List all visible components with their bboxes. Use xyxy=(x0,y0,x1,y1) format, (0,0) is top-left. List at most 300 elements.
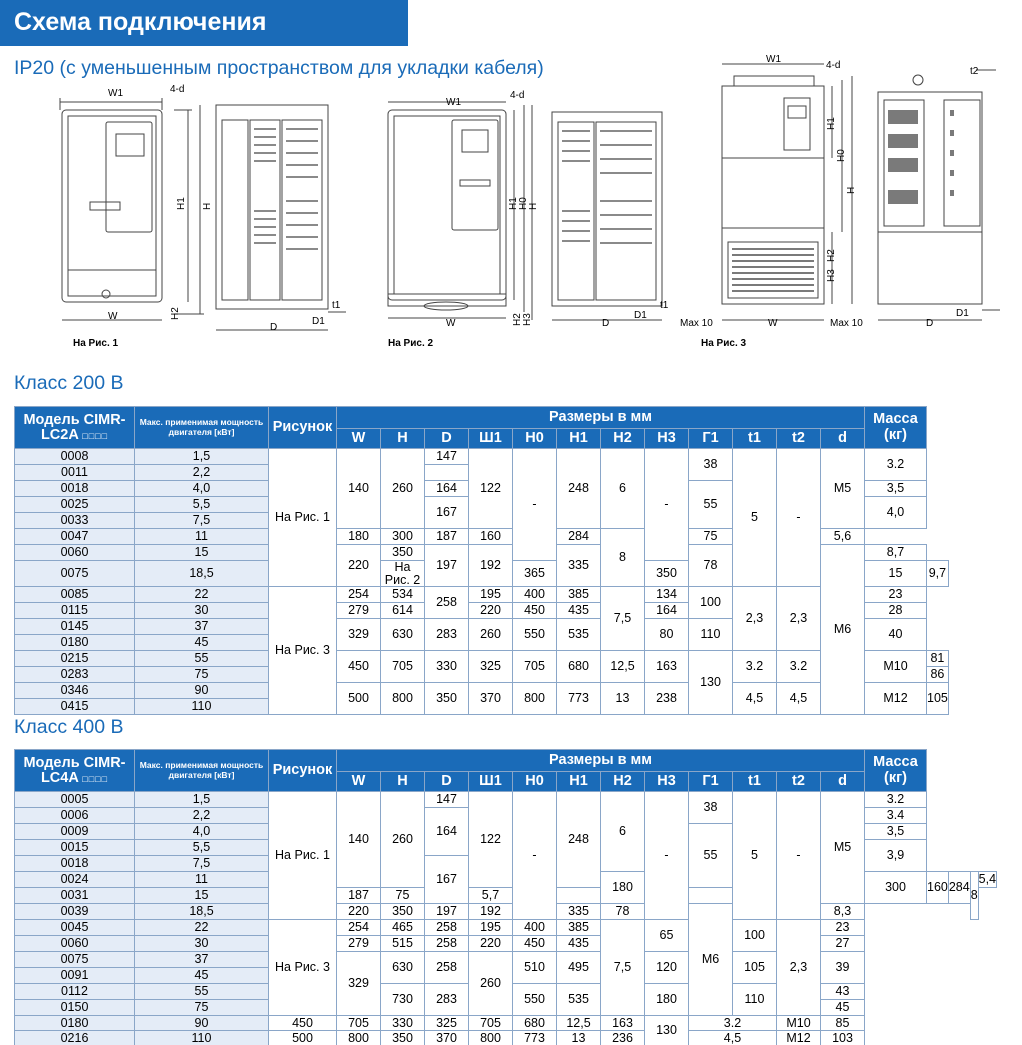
power-cell: 18,5 xyxy=(135,561,269,587)
spec-cell: 75 xyxy=(689,529,733,545)
spec-cell: 80 xyxy=(645,619,689,651)
spec-cell: 3.2 xyxy=(733,651,777,683)
fig3-label-w1: W1 xyxy=(766,54,781,65)
spec-cell: 8,3 xyxy=(821,904,865,920)
power-cell: 90 xyxy=(135,683,269,699)
spec-cell: - xyxy=(645,449,689,561)
spec-cell: 7,5 xyxy=(601,920,645,1016)
power-cell: 90 xyxy=(135,1016,269,1031)
power-cell: 2,2 xyxy=(135,808,269,824)
fig1-label-h2: H2 xyxy=(170,307,181,320)
col-g1: Г1 xyxy=(689,772,733,792)
fig3-label-max10b: Max 10 xyxy=(830,318,863,329)
fig3-label-d1: D1 xyxy=(956,308,969,319)
header-dims: Размеры в мм xyxy=(337,750,865,772)
spec-cell: 258 xyxy=(425,936,469,952)
spec-cell: 197 xyxy=(425,545,469,587)
spec-cell: 220 xyxy=(337,545,381,587)
spec-cell: 187 xyxy=(337,888,381,904)
col-g1: Г1 xyxy=(689,429,733,449)
power-cell: 18,5 xyxy=(135,904,269,920)
fig1-label-4d: 4-d xyxy=(170,84,185,95)
spec-cell: 2,3 xyxy=(777,587,821,651)
spec-cell: 8,7 xyxy=(865,545,927,561)
table-row xyxy=(15,1016,997,1031)
spec-cell: 192 xyxy=(469,904,513,920)
col-h2: H2 xyxy=(601,772,645,792)
spec-cell: 110 xyxy=(733,984,777,1016)
col-h: H xyxy=(381,429,425,449)
section-banner xyxy=(0,0,408,46)
spec-cell: M12 xyxy=(865,683,927,715)
class-200-table xyxy=(14,406,949,715)
spec-cell: 385 xyxy=(557,920,601,936)
fig3-label-h0: H0 xyxy=(836,149,847,162)
power-cell: 22 xyxy=(135,920,269,936)
spec-cell: 3,5 xyxy=(865,481,927,497)
spec-cell: 2,3 xyxy=(777,920,821,1016)
col-h1: H1 xyxy=(557,772,601,792)
fig2-label-t1: t1 xyxy=(660,300,669,311)
spec-cell: 705 xyxy=(513,651,557,683)
section-title: Схема подключения xyxy=(14,8,267,36)
model-cell: 0009 xyxy=(15,824,135,840)
power-cell: 4,0 xyxy=(135,481,269,497)
spec-cell: 81 xyxy=(927,651,949,667)
spec-cell: 258 xyxy=(425,920,469,936)
spec-cell: 350 xyxy=(381,904,425,920)
spec-cell: 160 xyxy=(927,872,949,904)
spec-cell: 39 xyxy=(821,952,865,984)
model-cell: 0060 xyxy=(15,545,135,561)
spec-cell: На Рис. 3 xyxy=(269,587,337,715)
spec-cell: 140 xyxy=(337,792,381,888)
power-cell: 1,5 xyxy=(135,792,269,808)
spec-cell: 163 xyxy=(601,1016,645,1031)
power-cell: 37 xyxy=(135,952,269,968)
spec-cell: 238 xyxy=(645,683,689,715)
spec-cell: 510 xyxy=(513,952,557,984)
power-cell: 110 xyxy=(135,1031,269,1045)
spec-cell: 260 xyxy=(469,619,513,651)
col-d-bolt: d xyxy=(821,429,865,449)
power-cell: 37 xyxy=(135,619,269,635)
model-cell: 0085 xyxy=(15,587,135,603)
spec-cell: M5 xyxy=(821,792,865,904)
spec-cell: 535 xyxy=(557,984,601,1016)
fig3-label-h: H xyxy=(846,186,857,194)
header-model: Модель CIMR-LC2A □□□□ xyxy=(15,407,135,449)
spec-cell: M5 xyxy=(821,449,865,529)
fig2-label-d1: D1 xyxy=(634,310,647,321)
fig1-label-w1: W1 xyxy=(108,88,123,99)
spec-cell: 236 xyxy=(601,1031,645,1045)
fig2-label-h2: H2 xyxy=(512,313,523,326)
model-cell: 0005 xyxy=(15,792,135,808)
spec-cell: 78 xyxy=(689,545,733,587)
spec-cell: 800 xyxy=(381,683,425,715)
spec-cell: 5 xyxy=(733,792,777,920)
spec-cell: 260 xyxy=(381,792,425,888)
table-row xyxy=(15,936,997,952)
model-cell: 0045 xyxy=(15,920,135,936)
spec-cell: 75 xyxy=(381,888,425,904)
col-h3: H3 xyxy=(645,772,689,792)
spec-cell: M10 xyxy=(865,651,927,683)
spec-cell: 195 xyxy=(469,587,513,603)
spec-cell: 85 xyxy=(821,1016,865,1031)
spec-cell: - xyxy=(777,792,821,920)
power-cell: 11 xyxy=(135,529,269,545)
spec-cell: 283 xyxy=(425,984,469,1016)
spec-cell: 164 xyxy=(425,481,469,497)
spec-cell: M12 xyxy=(777,1031,821,1045)
spec-cell: 258 xyxy=(425,587,469,619)
spec-cell: 9,7 xyxy=(927,561,949,587)
spec-cell: 160 xyxy=(469,529,513,545)
header-power: Макс. применимая мощность двигателя [кВт] xyxy=(135,407,269,449)
spec-cell: 385 xyxy=(557,587,601,603)
power-cell: 55 xyxy=(135,651,269,667)
power-cell: 5,5 xyxy=(135,497,269,513)
spec-cell: 279 xyxy=(337,603,381,619)
spec-cell: 800 xyxy=(337,1031,381,1045)
spec-cell: 284 xyxy=(557,529,601,545)
model-cell: 0180 xyxy=(15,1016,135,1031)
model-cell: 0018 xyxy=(15,481,135,497)
spec-cell: 350 xyxy=(645,561,689,587)
model-cell: 0031 xyxy=(15,888,135,904)
table-row xyxy=(15,952,997,968)
spec-cell: 370 xyxy=(425,1031,469,1045)
spec-cell: 450 xyxy=(337,651,381,683)
spec-cell: 180 xyxy=(337,529,381,545)
spec-cell: 630 xyxy=(381,619,425,651)
spec-cell: 3.2 xyxy=(865,792,927,808)
spec-cell: 164 xyxy=(425,808,469,856)
model-cell: 0018 xyxy=(15,856,135,872)
spec-cell: 450 xyxy=(269,1016,337,1031)
spec-cell: 3,5 xyxy=(865,824,927,840)
spec-cell: 122 xyxy=(469,792,513,888)
power-cell: 45 xyxy=(135,635,269,651)
spec-cell: 4,5 xyxy=(733,683,777,715)
spec-cell: 122 xyxy=(469,449,513,529)
spec-cell: На Рис. 1 xyxy=(269,449,337,587)
spec-cell: 330 xyxy=(381,1016,425,1031)
model-cell: 0075 xyxy=(15,561,135,587)
power-cell: 30 xyxy=(135,936,269,952)
spec-cell: 28 xyxy=(865,603,927,619)
power-cell: 4,0 xyxy=(135,824,269,840)
spec-cell: 86 xyxy=(927,667,949,683)
power-cell: 15 xyxy=(135,545,269,561)
spec-cell: 495 xyxy=(557,952,601,984)
power-cell: 15 xyxy=(135,888,269,904)
spec-cell: 705 xyxy=(337,1016,381,1031)
spec-cell: 329 xyxy=(337,952,381,1016)
power-cell: 110 xyxy=(135,699,269,715)
spec-cell: 38 xyxy=(689,792,733,824)
spec-cell: 164 xyxy=(645,603,689,619)
spec-cell: 23 xyxy=(865,587,927,603)
spec-cell: 465 xyxy=(381,920,425,936)
power-cell: 55 xyxy=(135,984,269,1000)
spec-cell: 329 xyxy=(337,619,381,651)
spec-cell: 350 xyxy=(425,683,469,715)
table-row xyxy=(15,1031,997,1045)
spec-cell: 350 xyxy=(381,545,425,561)
spec-cell: 12,5 xyxy=(601,651,645,683)
col-w: W xyxy=(337,429,381,449)
spec-cell: 365 xyxy=(513,561,557,587)
col-d-bolt: d xyxy=(821,772,865,792)
spec-cell: 3.2 xyxy=(689,1016,777,1031)
spec-cell: 450 xyxy=(513,603,557,619)
fig1-label-h: H xyxy=(202,202,213,210)
spec-cell: 120 xyxy=(645,952,689,984)
fig3-label-h1: H1 xyxy=(826,117,837,130)
fig1-label-d: D xyxy=(270,322,278,333)
col-t1: t1 xyxy=(733,772,777,792)
model-cell: 0115 xyxy=(15,603,135,619)
power-cell: 7,5 xyxy=(135,856,269,872)
model-cell: 0180 xyxy=(15,635,135,651)
spec-cell: 450 xyxy=(513,936,557,952)
spec-cell: 260 xyxy=(469,952,513,1016)
spec-cell: 300 xyxy=(381,529,425,545)
model-cell: 0060 xyxy=(15,936,135,952)
table-row xyxy=(15,920,997,936)
spec-cell: 4,5 xyxy=(689,1031,777,1045)
spec-cell: 13 xyxy=(557,1031,601,1045)
spec-cell: 220 xyxy=(469,936,513,952)
fig2-label-w1: W1 xyxy=(446,97,461,108)
spec-cell: 12,5 xyxy=(557,1016,601,1031)
spec-cell: 550 xyxy=(513,619,557,651)
power-cell: 75 xyxy=(135,667,269,683)
col-w: W xyxy=(337,772,381,792)
spec-cell: 27 xyxy=(821,936,865,952)
spec-cell: 6 xyxy=(601,792,645,872)
spec-cell: 335 xyxy=(557,904,601,920)
figure-3-caption: На Рис. 3 xyxy=(701,338,747,349)
model-cell: 0024 xyxy=(15,872,135,888)
header-mass: Масса (кг) xyxy=(865,407,927,449)
spec-cell: 5,6 xyxy=(821,529,865,545)
col-w1: Ш1 xyxy=(469,772,513,792)
model-cell: 0145 xyxy=(15,619,135,635)
class-400-table xyxy=(14,749,997,1045)
col-h: H xyxy=(381,772,425,792)
fig2-label-h0: H0 xyxy=(518,197,529,210)
spec-cell: 5 xyxy=(733,449,777,587)
spec-cell: 15 xyxy=(865,561,927,587)
figure-2-drawing xyxy=(380,50,680,340)
spec-cell: 220 xyxy=(469,603,513,619)
spec-cell: 197 xyxy=(425,904,469,920)
spec-cell: 435 xyxy=(557,936,601,952)
col-t2: t2 xyxy=(777,429,821,449)
spec-cell: 248 xyxy=(557,449,601,529)
model-cell: 0006 xyxy=(15,808,135,824)
class-200-title: Класс 200 В xyxy=(14,372,124,394)
spec-cell: 8 xyxy=(601,529,645,587)
col-w1: Ш1 xyxy=(469,429,513,449)
col-t2: t2 xyxy=(777,772,821,792)
spec-cell: 23 xyxy=(821,920,865,936)
model-cell: 0150 xyxy=(15,1000,135,1016)
model-cell: 0346 xyxy=(15,683,135,699)
figure-1-caption: На Рис. 1 xyxy=(73,338,119,349)
spec-cell: 254 xyxy=(337,920,381,936)
spec-cell: 220 xyxy=(337,904,381,920)
spec-cell: - xyxy=(645,792,689,920)
spec-cell: 258 xyxy=(425,952,469,984)
spec-cell: 680 xyxy=(513,1016,557,1031)
model-cell: 0033 xyxy=(15,513,135,529)
spec-cell: 130 xyxy=(689,651,733,715)
spec-cell: 535 xyxy=(557,619,601,651)
spec-cell: 5,4 xyxy=(978,872,997,887)
spec-cell: 8 xyxy=(970,872,978,920)
spec-cell: 2,3 xyxy=(733,587,777,651)
spec-cell: 325 xyxy=(469,651,513,683)
spec-cell: 3.2 xyxy=(865,449,927,481)
spec-cell: 370 xyxy=(469,683,513,715)
spec-cell: 65 xyxy=(645,920,689,952)
spec-cell: 180 xyxy=(601,872,645,904)
spec-cell: 534 xyxy=(381,587,425,603)
spec-cell: 130 xyxy=(645,1016,689,1045)
spec-cell: 167 xyxy=(425,497,469,529)
fig1-label-t1: t1 xyxy=(332,300,341,311)
power-cell: 45 xyxy=(135,968,269,984)
spec-cell: 147 xyxy=(425,449,469,465)
spec-cell: 614 xyxy=(381,603,425,619)
fig2-label-h1: H1 xyxy=(508,197,519,210)
model-cell: 0091 xyxy=(15,968,135,984)
spec-cell: 515 xyxy=(381,936,425,952)
fig3-label-4d: 4-d xyxy=(826,60,841,71)
power-cell: 75 xyxy=(135,1000,269,1016)
spec-cell: 680 xyxy=(557,651,601,683)
spec-cell: 134 xyxy=(645,587,689,603)
fig1-label-d1: D1 xyxy=(312,316,325,327)
spec-cell: 300 xyxy=(865,872,927,904)
spec-cell: На Рис. 3 xyxy=(269,920,337,1016)
class-400-title: Класс 400 В xyxy=(14,716,124,738)
fig3-label-t2: t2 xyxy=(970,66,979,77)
fig3-label-h2: H2 xyxy=(826,249,837,262)
figure-2-caption: На Рис. 2 xyxy=(388,338,434,349)
model-cell: 0025 xyxy=(15,497,135,513)
header-figure: Рисунок xyxy=(269,407,337,449)
table-row xyxy=(15,587,949,603)
fig3-label-h3: H3 xyxy=(826,269,837,282)
power-cell: 11 xyxy=(135,872,269,888)
spec-cell: 335 xyxy=(557,545,601,587)
fig3-label-max10a: Max 10 xyxy=(680,318,713,329)
fig2-label-4d: 4-d xyxy=(510,90,525,101)
spec-cell: 6 xyxy=(601,449,645,529)
spec-cell: 187 xyxy=(425,529,469,545)
model-cell: 0216 xyxy=(15,1031,135,1045)
col-d: D xyxy=(425,772,469,792)
spec-cell: 147 xyxy=(425,792,469,808)
spec-cell: 163 xyxy=(645,651,689,683)
model-cell: 0039 xyxy=(15,904,135,920)
spec-cell: M10 xyxy=(777,1016,821,1031)
table-row xyxy=(15,449,949,465)
spec-cell: На Рис. 2 xyxy=(381,561,425,587)
power-cell: 2,2 xyxy=(135,465,269,481)
spec-cell: 38 xyxy=(689,449,733,481)
spec-cell: 773 xyxy=(557,683,601,715)
model-cell: 0215 xyxy=(15,651,135,667)
spec-cell: 705 xyxy=(381,651,425,683)
spec-cell: 167 xyxy=(425,856,469,904)
spec-cell: 550 xyxy=(513,984,557,1016)
power-cell: 1,5 xyxy=(135,449,269,465)
spec-cell: 192 xyxy=(469,545,513,587)
spec-cell: 103 xyxy=(821,1031,865,1045)
fig2-label-h3: H3 xyxy=(522,313,533,326)
spec-cell: 140 xyxy=(337,449,381,529)
spec-cell: 55 xyxy=(689,824,733,888)
spec-cell: 400 xyxy=(513,920,557,936)
spec-cell: 3.4 xyxy=(865,808,927,824)
spec-cell: 4,0 xyxy=(865,497,927,529)
enclosure-subtitle: IP20 (с уменьшенным пространством для укладки кабеля) xyxy=(14,57,544,79)
spec-cell: 800 xyxy=(513,683,557,715)
spec-cell: 3.2 xyxy=(777,651,821,683)
spec-cell: 78 xyxy=(601,904,645,920)
spec-cell: 7,5 xyxy=(601,587,645,651)
table-row xyxy=(15,683,949,699)
spec-cell: 105 xyxy=(927,683,949,715)
header-dims: Размеры в мм xyxy=(337,407,865,429)
col-d: D xyxy=(425,429,469,449)
spec-cell: 43 xyxy=(821,984,865,1000)
figure-3-drawing xyxy=(680,50,1022,340)
fig1-label-w: W xyxy=(108,311,118,322)
fig3-label-d: D xyxy=(926,318,934,329)
model-cell: 0015 xyxy=(15,840,135,856)
fig2-label-d: D xyxy=(602,318,610,329)
spec-cell: 325 xyxy=(425,1016,469,1031)
spec-cell: 45 xyxy=(821,1000,865,1016)
header-mass: Масса (кг) xyxy=(865,750,927,792)
power-cell: 5,5 xyxy=(135,840,269,856)
spec-cell: 400 xyxy=(513,587,557,603)
power-cell: 7,5 xyxy=(135,513,269,529)
spec-cell: 13 xyxy=(601,683,645,715)
spec-cell: 279 xyxy=(337,936,381,952)
table-row xyxy=(15,651,949,667)
spec-cell: 4,5 xyxy=(777,683,821,715)
model-cell: 0011 xyxy=(15,465,135,481)
table-row xyxy=(15,792,997,808)
spec-cell: 283 xyxy=(425,619,469,651)
spec-cell: 330 xyxy=(425,651,469,683)
fig3-label-w: W xyxy=(768,318,778,329)
spec-cell: 350 xyxy=(381,1031,425,1045)
spec-cell: 55 xyxy=(689,481,733,529)
model-cell: 0008 xyxy=(15,449,135,465)
spec-cell: 800 xyxy=(469,1031,513,1045)
spec-cell: 105 xyxy=(733,952,777,984)
